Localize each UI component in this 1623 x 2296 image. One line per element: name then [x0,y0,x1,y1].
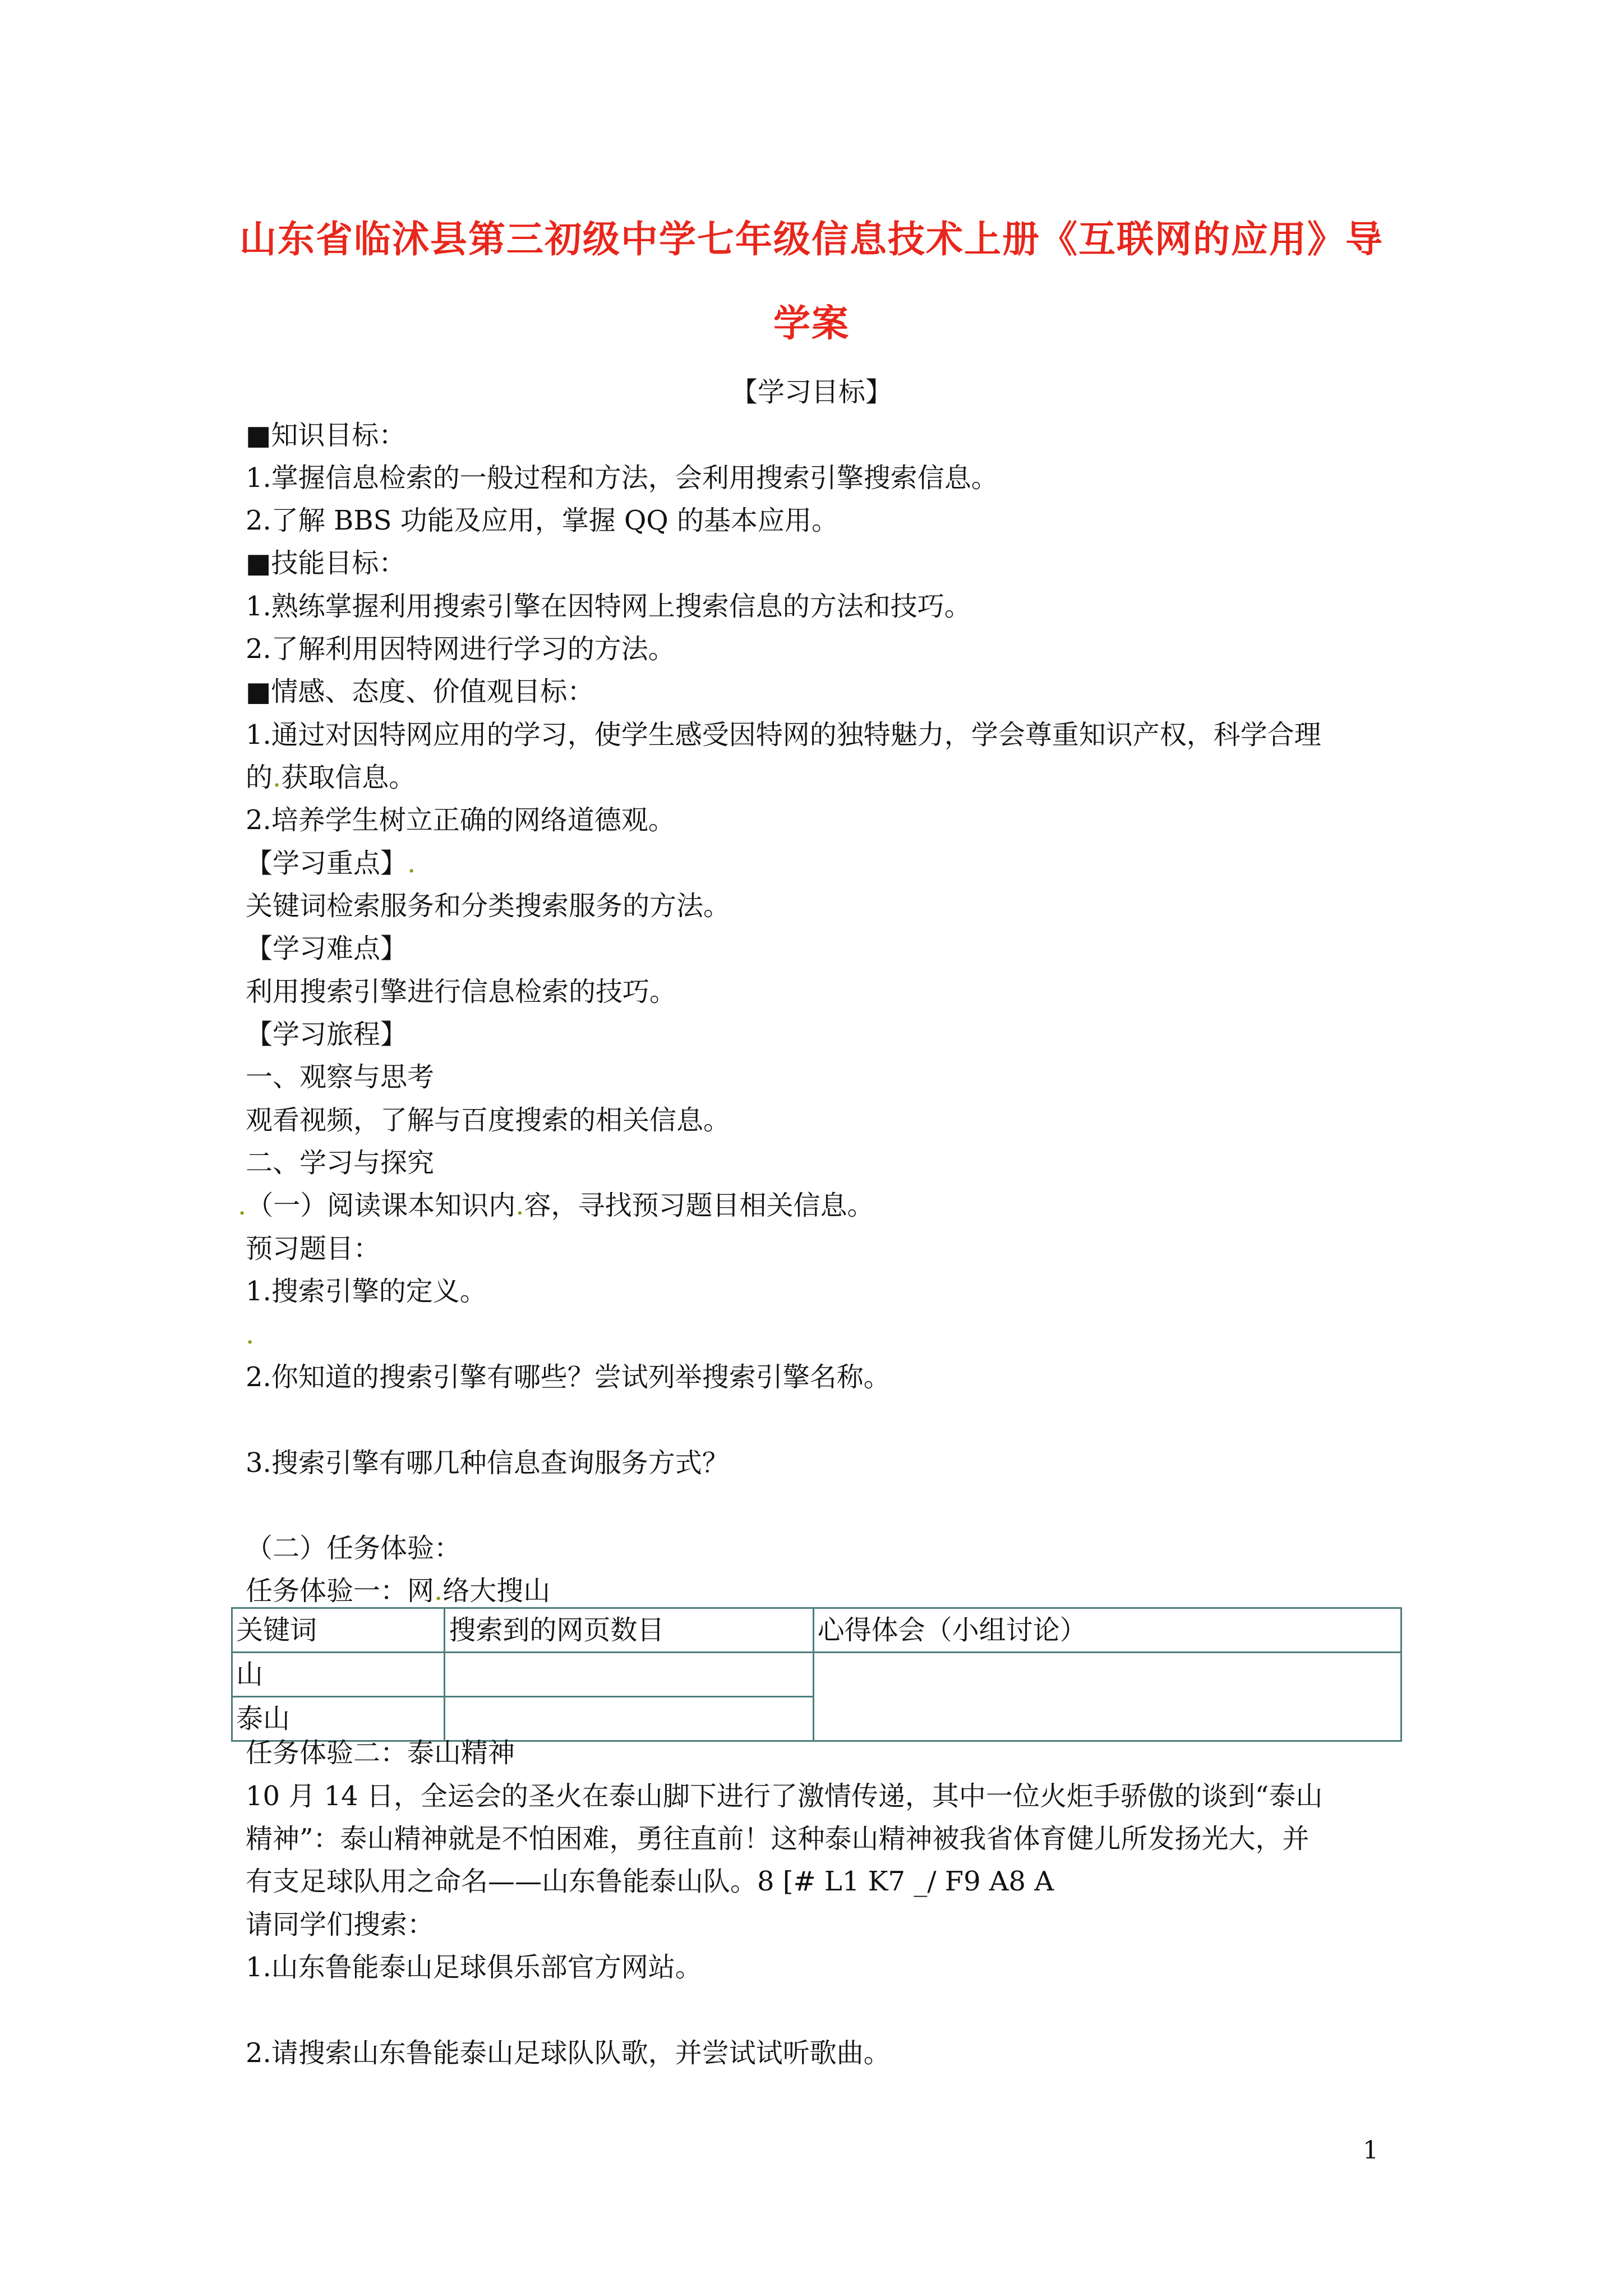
document-title-line-2: 学案 [773,301,850,345]
search-item-1: 1.山东鲁能泰山足球俱乐部官方网站。 [246,1952,702,1983]
knowledge-item-2: 2.了解 BBS 功能及应用，掌握 QQ 的基本应用。 [246,505,838,536]
preview-heading: 预习题目： [246,1233,381,1264]
preview-question-1: 1.搜索引擎的定义。 [246,1276,487,1307]
emotion-item-2: 2.培养学生树立正确的网络道德观。 [246,804,675,836]
stray-dot-mark: . [273,762,282,793]
keyword-cell: 泰山 [232,1697,445,1741]
table-row [232,1653,1401,1697]
search-item-2: 2.请搜索山东鲁能泰山足球队队歌，并尝试试听歌曲。 [246,2037,891,2069]
table-header-cell: 关键词 [232,1608,445,1653]
emotion-item-1-continued [246,764,416,791]
difficulty-heading: 【学习难点】 [246,933,408,964]
task-1-table [231,1607,1402,1742]
task-2-paragraph-line-1: 10 月 14 日，全运会的圣火在泰山脚下进行了激情传递，其中一位火炬手骄傲的谈到“泰山 [246,1780,1323,1812]
emotion-item-1-continued-b: 获取信息。 [281,762,416,793]
task-1-title-b: 络大搜山 [442,1575,551,1607]
page-count-cell [445,1697,813,1741]
skill-item-1: 1.熟练掌握利用搜索引擎在因特网上搜索信息的方法和技巧。 [246,591,971,622]
reading-instruction-a: （一）阅读课本知识内 [246,1190,516,1221]
key-points-text: 关键词检索服务和分类搜索服务的方法。 [246,890,731,922]
page-count-cell [445,1653,813,1697]
table-header-row [232,1608,1401,1653]
notes-cell [813,1653,1401,1741]
keyword-cell: 山 [232,1653,445,1697]
preview-question-2: 2.你知道的搜索引擎有哪些？尝试列举搜索引擎名称。 [246,1361,891,1393]
section-2-heading: 二、学习与探究 [246,1147,435,1179]
stray-dot-mark: . [407,848,416,879]
stray-dot-mark: . [434,1575,443,1607]
search-prompt: 请同学们搜索： [246,1909,435,1940]
key-points-heading [246,850,416,877]
skill-item-2: 2.了解利用因特网进行学习的方法。 [246,633,675,665]
preview-question-3: 3.搜索引擎有哪几种信息查询服务方式？ [246,1447,729,1479]
knowledge-heading: ■知识目标： [246,420,406,451]
task-2-paragraph-line-3: 有支足球队用之命名——山东鲁能泰山队。8 [# L1 K7 _/ F9 A8 A [246,1866,1054,1897]
goals-heading: 【学习目标】 [730,376,892,408]
emotion-item-1: 1.通过对因特网应用的学习，使学生感受因特网的独特魅力，学会尊重知识产权，科学合理 [246,719,1321,751]
journey-heading: 【学习旅程】 [246,1019,408,1050]
section-1-text: 观看视频，了解与百度搜索的相关信息。 [246,1105,731,1136]
key-points-heading-text: 【学习重点】 [246,848,408,879]
stray-dot-mark: . [246,1319,255,1350]
task-2-paragraph-line-2: 精神”：泰山精神就是不怕困难，勇往直前！这种泰山精神被我省体育健儿所发扬光大，并 [246,1823,1310,1855]
table-header-cell: 心得体会（小组讨论） [813,1608,1401,1653]
task-1-title-a: 任务体验一：网 [246,1575,435,1607]
section-1-heading: 一、观察与思考 [246,1061,435,1093]
difficulty-text: 利用搜索引擎进行信息检索的技巧。 [246,976,677,1007]
document-title-line-1: 山东省临沭县第三初级中学七年级信息技术上册《互联网的应用》导 [239,217,1384,261]
stray-dot-mark: . [238,1190,247,1221]
emotion-heading: ■情感、态度、价值观目标： [246,676,594,707]
emotion-item-1-continued-a: 的 [246,762,273,793]
reading-instruction-b: 容，寻找预习题目相关信息。 [524,1190,874,1221]
task-heading: （二）任务体验： [246,1533,462,1564]
stray-dot-mark: . [515,1190,524,1221]
skill-heading: ■技能目标： [246,547,406,579]
task-2-title: 任务体验二：泰山精神 [246,1737,515,1769]
task-1-title [246,1575,551,1607]
table-header-cell: 搜索到的网页数目 [445,1608,813,1653]
knowledge-item-1: 1.掌握信息检索的一般过程和方法，会利用搜索引擎搜索信息。 [246,462,998,494]
page-number: 1 [1363,2136,1378,2165]
reading-instruction [238,1192,874,1219]
